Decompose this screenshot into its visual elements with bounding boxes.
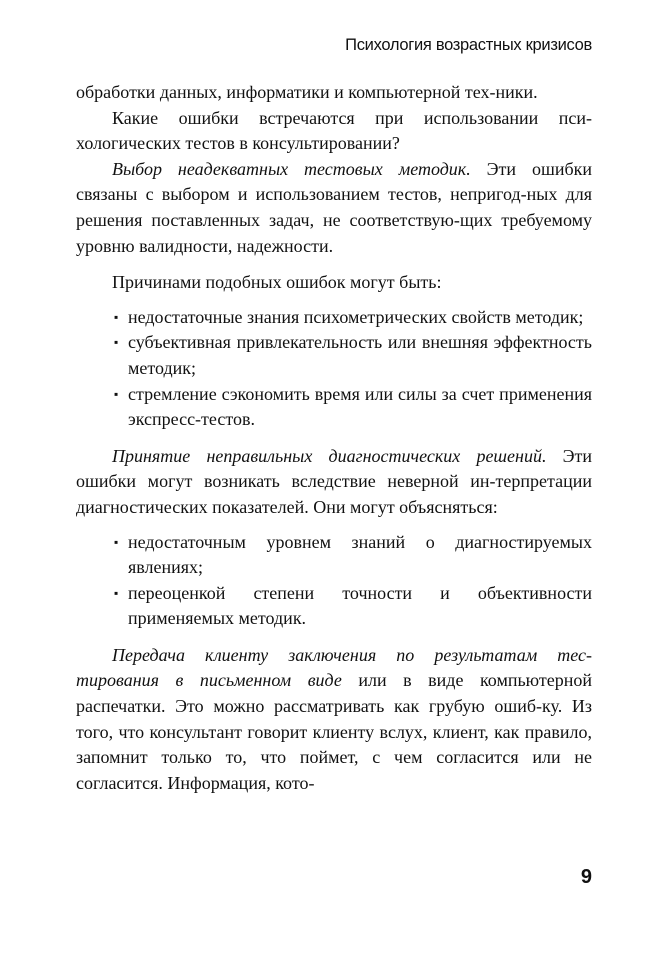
list-item-text: недостаточным уровнем знаний о диагностируемых явлениях;	[128, 531, 592, 578]
list-item	[76, 581, 592, 632]
list-item-text: переоценкой степени точности и объективности применяемых методик.	[128, 582, 592, 629]
paragraph-5-text: Эти ошибки могут возникать вследствие неверной ин-терпретации диагностических показателей. Они могут объясняться:	[76, 445, 592, 517]
page-number: 9	[580, 866, 592, 888]
bullet-icon: ▪	[114, 585, 119, 600]
bullet-icon: ▪	[114, 386, 119, 401]
paragraph-3-text: Эти ошибки связаны с выбором и использованием тестов, непригод-ных для решения поставленных задач, не соответствую-щих требуемому уровню валидности, надежности.	[76, 158, 592, 256]
bullet-icon: ▪	[114, 534, 119, 549]
list-item-text: субъективная привлекательность или внешняя эффектность методик;	[128, 332, 592, 378]
bullet-list-1	[76, 305, 592, 433]
list-item	[76, 330, 592, 381]
paragraph-3	[76, 157, 592, 259]
paragraph-6	[76, 643, 592, 797]
list-item-text: недостаточные знания психометрических свойств методик;	[128, 306, 584, 327]
list-item	[76, 305, 592, 331]
paragraph-2: Какие ошибки встречаются при использовании пси-хологических тестов в консультировании?	[76, 107, 592, 154]
paragraph-6-italic-lead: Передача клиенту заключения по результатам тес-тирования в письменном виде	[76, 644, 592, 691]
paragraph-1: обработки данных, информатики и компьютерной тех-ники.	[76, 82, 538, 102]
bullet-icon: ▪	[114, 309, 119, 324]
list-item	[76, 382, 592, 433]
list-item-text: стремление сэкономить время или силы за счет применения экспресс-тестов.	[128, 383, 592, 430]
bullet-icon: ▪	[114, 335, 119, 350]
paragraph-3-italic-lead: Выбор неадекватных тестовых методик.	[112, 158, 471, 179]
paragraph-4: Причинами подобных ошибок могут быть:	[112, 272, 442, 293]
list-item	[76, 530, 592, 581]
bullet-list-2	[76, 530, 592, 632]
paragraph-6-text: или в виде компьютерной распечатки. Это можно рассматривать как грубую ошиб-ку. Из того, что консультант говорит клиенту вслух, клиент, как правило, запомнит только то, что поймет, с чем согласится или не согласится. Информация, кото-	[76, 670, 593, 793]
body-text	[76, 80, 592, 796]
running-head: Психология возрастных кризисов	[345, 36, 592, 54]
paragraph-5	[76, 444, 592, 521]
paragraph-5-italic-lead: Принятие неправильных диагностических решений.	[112, 445, 547, 466]
